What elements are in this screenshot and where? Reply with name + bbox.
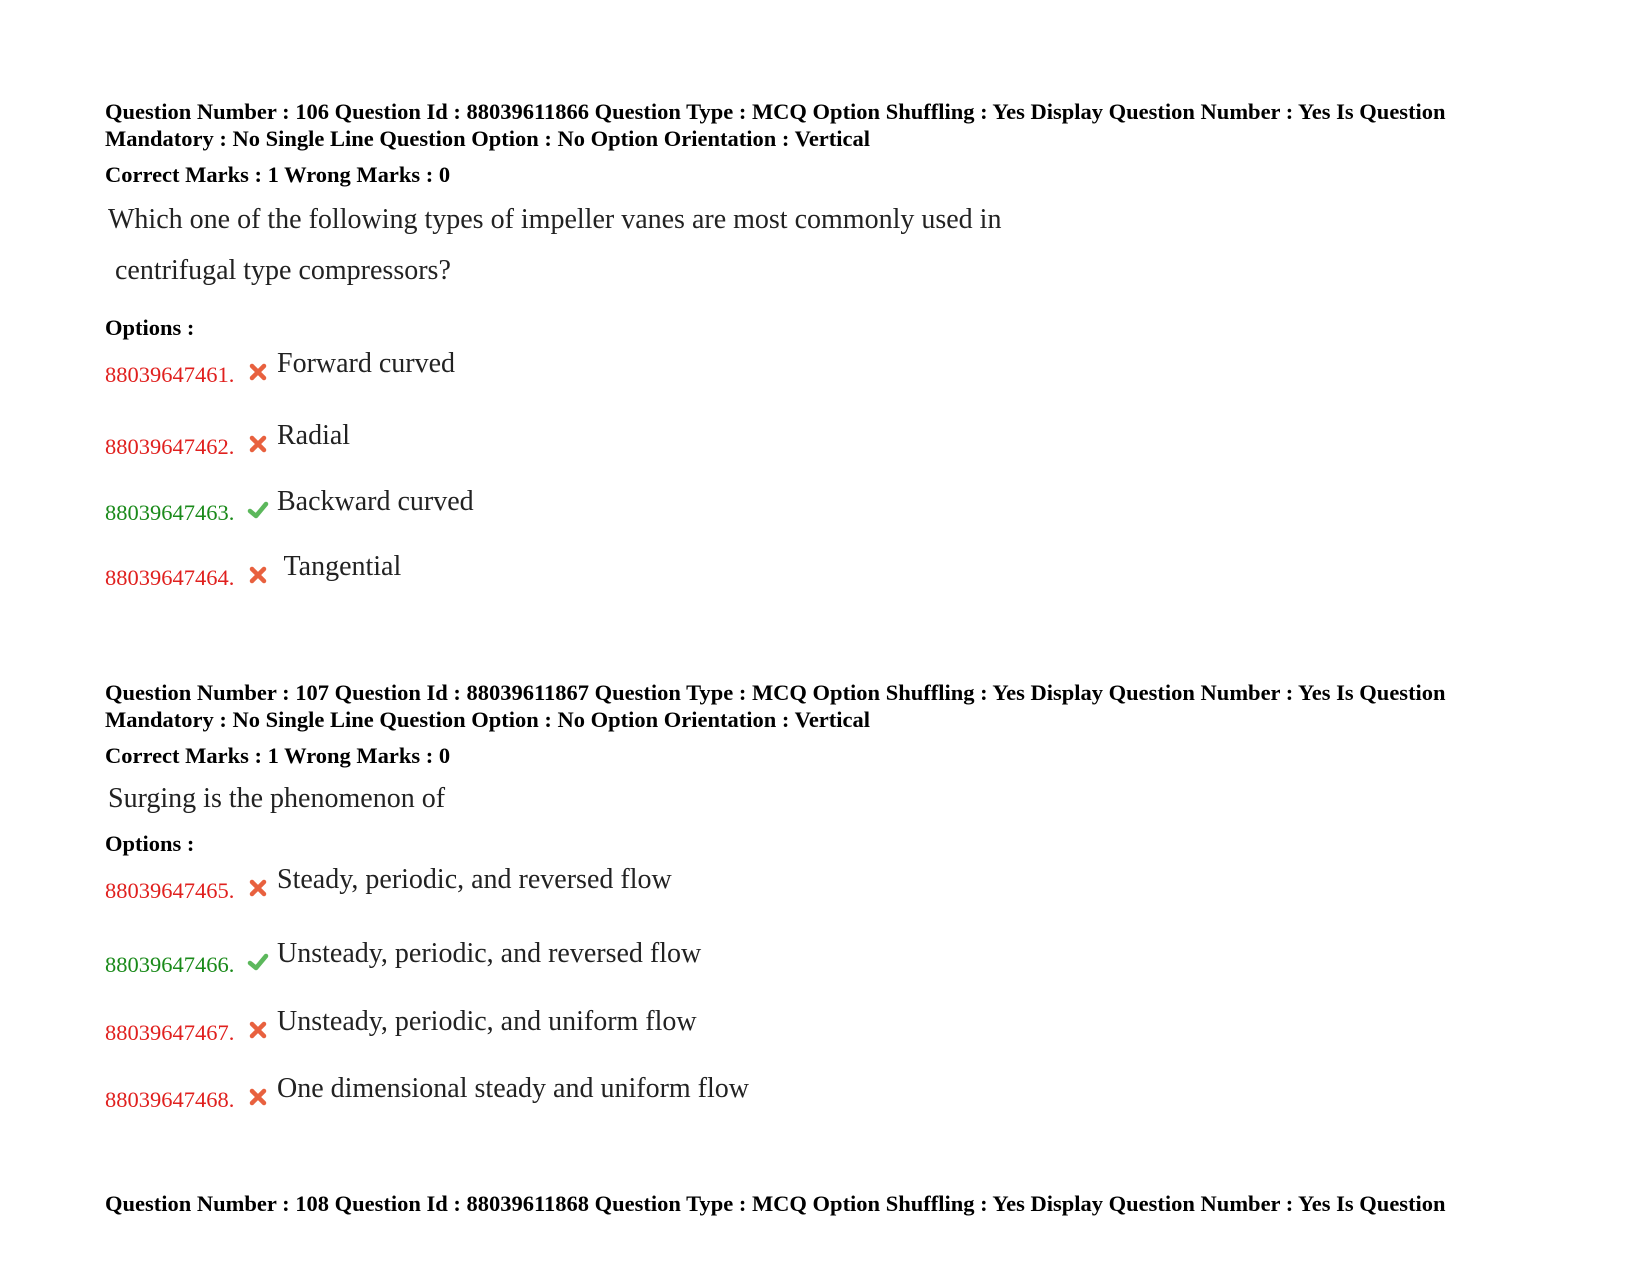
- question-106-options-label: Options :: [105, 315, 195, 340]
- option-text: Backward curved: [277, 486, 474, 517]
- option-text: Tangential: [277, 551, 402, 582]
- cross-icon: [248, 1020, 268, 1040]
- question-106-text-line-1: Which one of the following types of impeller vanes are most commonly used in: [108, 204, 1002, 235]
- option-text: Unsteady, periodic, and reversed flow: [277, 938, 702, 969]
- question-106-text-line-2: centrifugal type compressors?: [108, 255, 451, 286]
- cross-icon: [248, 362, 268, 382]
- question-meta-line: Question Number : 107 Question Id : 88039611867 Question Type : MCQ Option Shuffling : Yes Display Question Number : Yes Is Question: [105, 680, 1446, 705]
- option-88039647465: [105, 864, 1005, 904]
- question-106-meta: [105, 98, 1545, 152]
- option-id: 88039647468.: [105, 1087, 235, 1112]
- question-107-options-label: Options :: [105, 831, 195, 856]
- option-id: 88039647467.: [105, 1020, 235, 1045]
- question-107-meta: [105, 679, 1545, 733]
- option-id: 88039647463.: [105, 500, 235, 525]
- check-icon: [246, 500, 270, 520]
- question-meta-line: Mandatory : No Single Line Question Option : No Option Orientation : Vertical: [105, 707, 871, 732]
- cross-icon: [248, 434, 268, 454]
- question-meta-line: Question Number : 106 Question Id : 88039611866 Question Type : MCQ Option Shuffling : Yes Display Question Number : Yes Is Question: [105, 99, 1446, 124]
- option-id: 88039647466.: [105, 952, 235, 977]
- question-108-meta: [105, 1190, 1545, 1217]
- option-text: Steady, periodic, and reversed flow: [277, 864, 672, 895]
- check-icon: [246, 952, 270, 972]
- option-88039647463: [105, 486, 1005, 526]
- option-text: Forward curved: [277, 348, 456, 379]
- option-id: 88039647464.: [105, 565, 235, 590]
- question-107-text-line-1: Surging is the phenomenon of: [108, 783, 446, 814]
- option-88039647466: [105, 938, 1005, 978]
- option-id: 88039647465.: [105, 878, 235, 903]
- cross-icon: [248, 878, 268, 898]
- option-id: 88039647461.: [105, 362, 235, 387]
- option-88039647468: [105, 1073, 1005, 1113]
- cross-icon: [248, 565, 268, 585]
- option-88039647461: [105, 348, 1005, 388]
- option-text: One dimensional steady and uniform flow: [277, 1073, 750, 1104]
- question-106-marks: Correct Marks : 1 Wrong Marks : 0: [105, 162, 451, 187]
- question-meta-line: Question Number : 108 Question Id : 88039611868 Question Type : MCQ Option Shuffling : Yes Display Question Number : Yes Is Question: [105, 1191, 1446, 1216]
- cross-icon: [248, 1087, 268, 1107]
- option-text: Radial: [277, 420, 351, 451]
- question-meta-line: Mandatory : No Single Line Question Option : No Option Orientation : Vertical: [105, 126, 871, 151]
- option-id: 88039647462.: [105, 434, 235, 459]
- option-text: Unsteady, periodic, and uniform flow: [277, 1006, 697, 1037]
- option-88039647464: [105, 551, 1005, 591]
- question-107-marks: Correct Marks : 1 Wrong Marks : 0: [105, 743, 451, 768]
- option-88039647467: [105, 1006, 1005, 1046]
- option-88039647462: [105, 420, 1005, 460]
